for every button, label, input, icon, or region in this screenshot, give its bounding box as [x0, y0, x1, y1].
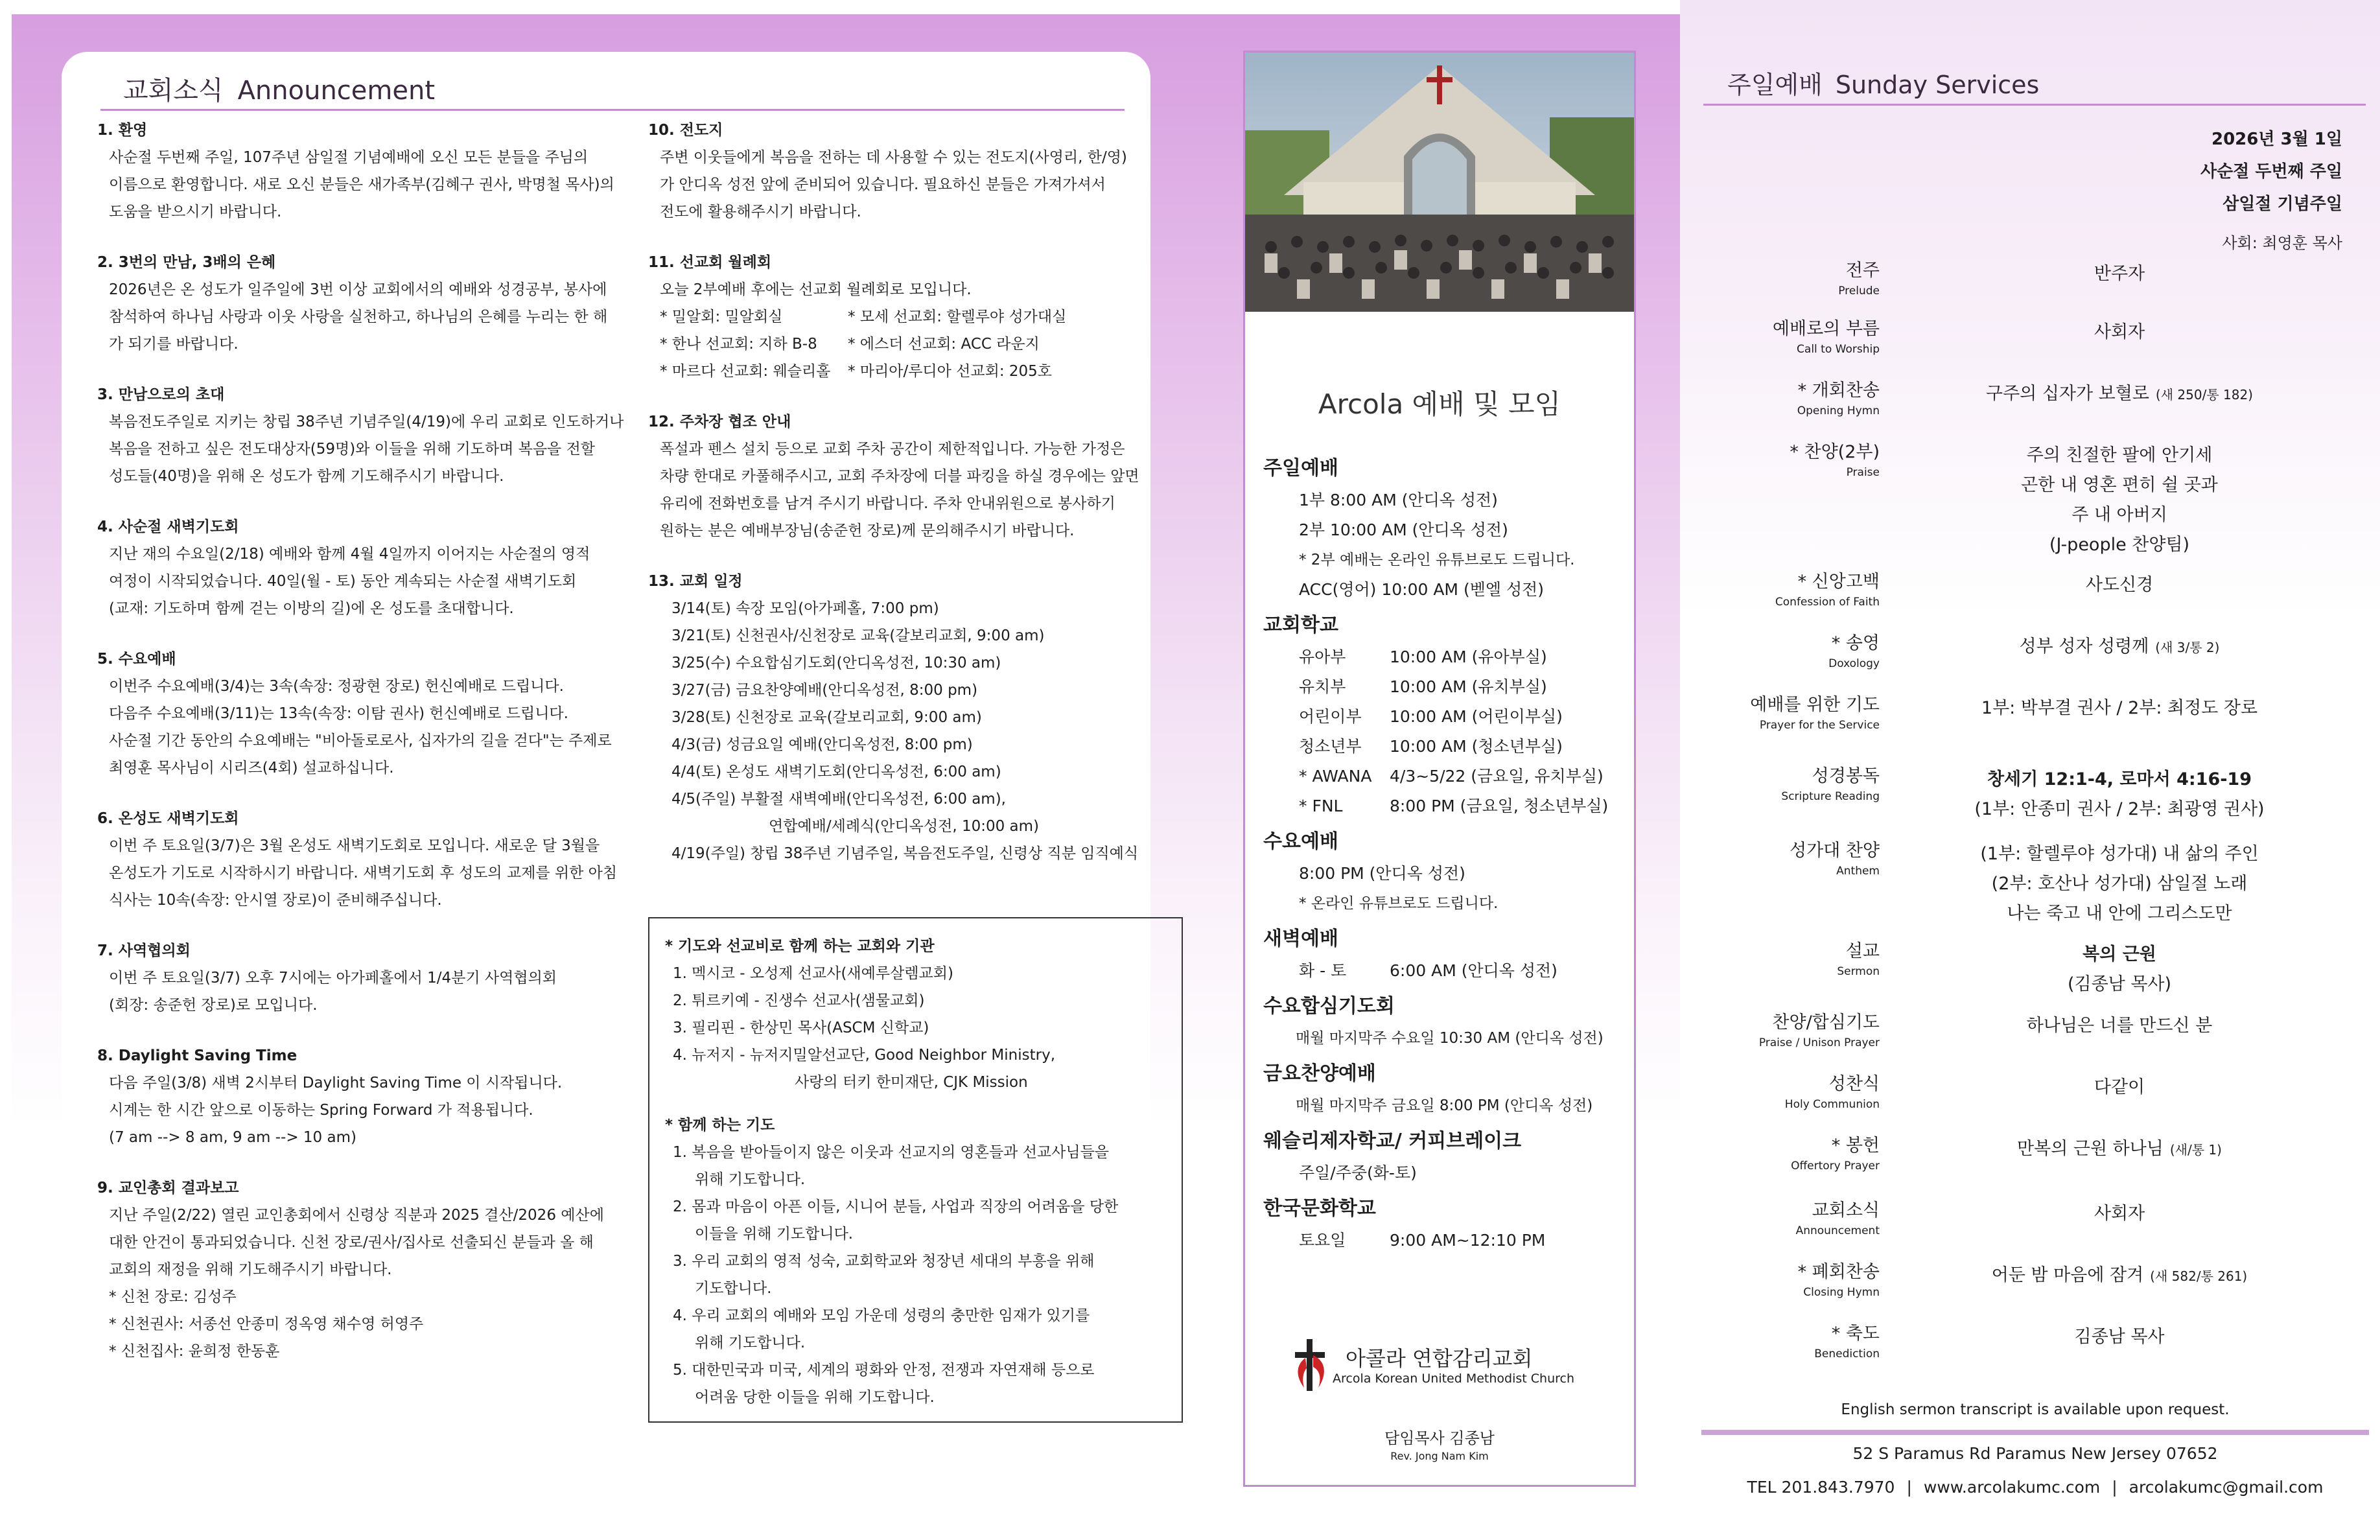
service-detail	[1944, 318, 2294, 347]
schedule-row: ACC(영어) 10:00 AM (벧엘 성전)	[1299, 580, 1544, 599]
announcement-line: 최영훈 목사님이 시리즈(4회) 설교하십니다.	[109, 760, 394, 776]
service-label-ko: 교회소식	[1812, 1200, 1880, 1220]
prayer-item: 2. 몸과 마음이 아픈 이들, 시니어 분들, 사업과 직장의 어려움을 당한	[673, 1198, 1119, 1215]
announcement-5	[97, 646, 668, 782]
service-label	[1711, 379, 1880, 419]
service-label-en: Offertory Prayer	[1791, 1160, 1880, 1172]
pastor-name-ko: 담임목사 김종남	[1384, 1429, 1495, 1447]
announcement-line: 주변 이웃들에게 복음을 전하는 데 사용할 수 있는 전도지(사영리, 한/영)	[660, 149, 1127, 166]
schedule-row: 주일/주중(화-토)	[1299, 1163, 1417, 1182]
announcement-title: 8. Daylight Saving Time	[97, 1047, 298, 1064]
mission-group: * 마르다 선교회: 웨슬리홀	[660, 363, 831, 380]
announcement-title: 4. 사순절 새벽기도회	[97, 519, 239, 535]
service-detail-line: 사도신경	[2085, 575, 2154, 595]
service-label-en: Sermon	[1837, 965, 1880, 978]
service-detail-line: 반주자	[2094, 264, 2145, 284]
service-detail	[1944, 259, 2294, 289]
service-detail	[1944, 694, 2294, 723]
announcement-title: 5. 수요예배	[97, 651, 176, 668]
prayer-item: 4. 우리 교회의 예배와 모임 가운데 성령의 충만한 임재가 있기를	[673, 1307, 1090, 1324]
service-label-en: Announcement	[1795, 1224, 1880, 1237]
schedule-item: 4/4(토) 온성도 새벽기도회(안디옥성전, 6:00 am)	[671, 764, 1001, 780]
service-subtitle: 사순절 두번째 주일	[2200, 162, 2342, 181]
announcement-line: * 신천 장로: 김성주	[109, 1289, 237, 1305]
schedule-key: * FNL	[1299, 797, 1343, 815]
announcement-title: 10. 전도지	[648, 122, 723, 139]
service-label-ko: 전주	[1845, 261, 1880, 281]
church-name-en: Arcola Korean United Methodist Church	[1333, 1371, 1574, 1386]
schedule-row: 2부 10:00 AM (안디옥 성전)	[1299, 520, 1508, 539]
service-detail-line: 복의 근원	[2082, 944, 2156, 964]
hymn-number: (새 582/통 261)	[2150, 1268, 2248, 1284]
service-detail-line	[1944, 632, 2294, 662]
schedule-list	[1263, 448, 1626, 1255]
schedule-row	[1263, 956, 1626, 986]
schedule-item: 연합예배/세례식(안디옥성전, 10:00 am)	[769, 818, 1040, 835]
services-heading-en: Sunday Services	[1835, 71, 2040, 99]
service-detail-line: 사회자	[2094, 322, 2145, 342]
services-heading	[1727, 65, 2039, 100]
service-label	[1711, 940, 1880, 980]
announcement-body	[648, 436, 1199, 544]
announcement-line: 가 안디옥 성전 앞에 준비되어 있습니다. 필요하신 분들은 가져가셔서	[660, 176, 1106, 193]
service-detail-line: 다같이	[2094, 1077, 2145, 1097]
phone-number: TEL 201.843.7970	[1747, 1478, 1895, 1497]
announcement-line: 온성도가 기도로 시작하시기 바랍니다. 새벽기도회 후 성도의 교제를 위한 아침	[109, 865, 618, 881]
partner-org: 1. 멕시코 - 오성제 선교사(새예루살렘교회)	[673, 965, 953, 982]
announcement-title: 3. 만남으로의 초대	[97, 386, 225, 403]
prayer-box-title: * 함께 하는 기도	[665, 1117, 775, 1134]
service-label	[1711, 1134, 1880, 1174]
announcement-line: 복음을 전하고 싶은 전도대상자(59명)와 이들을 위해 기도하며 복음을 전할	[109, 441, 596, 458]
schedule-item: 3/21(토) 신천권사/신천장로 교육(갈보리교회, 9:00 am)	[671, 627, 1045, 644]
email-link[interactable]: arcolakumc@gmail.com	[2129, 1478, 2324, 1497]
announcement-body	[97, 408, 668, 490]
service-detail	[1944, 1011, 2294, 1041]
service-detail-line: 하나님은 너를 만드신 분	[2026, 1016, 2213, 1036]
partner-org: 3. 필리핀 - 한상민 목사(ASCM 신학교)	[673, 1020, 929, 1036]
service-detail-line: (김종남 목사)	[2067, 974, 2172, 994]
service-label-en: Doxology	[1828, 657, 1880, 670]
announcement-body	[97, 832, 668, 914]
presider: 사회: 최영훈 목사	[2222, 234, 2342, 252]
schedule-note: * 온라인 유튜브로도 드립니다.	[1299, 895, 1499, 912]
prayer-box-title: * 기도와 선교비로 함께 하는 교회와 기관	[665, 938, 935, 955]
service-label-en: Scripture Reading	[1781, 790, 1880, 803]
schedule-row	[1263, 791, 1626, 821]
schedule-row	[1263, 762, 1626, 791]
service-detail-line	[1944, 1134, 2294, 1165]
service-detail-line: 김종남 목사	[2074, 1327, 2165, 1347]
service-detail-line: 사회자	[2094, 1204, 2145, 1224]
heading-rule	[100, 109, 1125, 111]
announcement-heading	[123, 70, 435, 107]
schedule-row	[1263, 672, 1626, 702]
announcement-11	[648, 249, 1199, 385]
service-detail-line: (1부: 할렐루야 성가대) 내 삶의 주인	[1980, 844, 2259, 864]
schedule-key: 화 - 토	[1299, 961, 1347, 980]
announcement-line: 가 되기를 바랍니다.	[109, 336, 239, 353]
spacer	[665, 1096, 1166, 1112]
announcement-line: 지난 재의 수요일(2/18) 예배와 함께 4월 4일까지 이어지는 사순절의 영적	[109, 546, 590, 563]
mission-group: * 한나 선교회: 지하 B-8	[660, 336, 817, 353]
hymn-number: (새/통 1)	[2169, 1142, 2222, 1158]
schedule-value: 10:00 AM (유아부실)	[1390, 648, 1547, 666]
service-label-en: Opening Hymn	[1797, 404, 1880, 417]
service-label-en: Prelude	[1838, 285, 1880, 298]
service-detail-text: 어둔 밤 마음에 잠겨	[1991, 1265, 2144, 1285]
wednesday-worship-heading: 수요예배	[1263, 830, 1338, 853]
service-detail	[1944, 765, 2294, 824]
announcement-line: 이번 주 토요일(3/7) 오후 7시에는 아가페홀에서 1/4분기 사역협의회	[109, 970, 557, 986]
announcement-line: 2026년은 온 성도가 일주일에 3번 이상 교회에서의 예배와 성경공부, 봉사에	[109, 281, 607, 298]
schedule-list	[648, 595, 1199, 867]
schedule-item: 3/25(수) 수요합심기도회(안디옥성전, 10:30 am)	[671, 655, 1001, 671]
announcement-line: 전도에 활용해주시기 바랍니다.	[660, 204, 861, 220]
schedule-key: 유치부	[1299, 677, 1346, 696]
service-detail-line: (1부: 안종미 권사 / 2부: 최광영 권사)	[1974, 799, 2265, 819]
service-detail	[1944, 1073, 2294, 1102]
service-label-en: Praise	[1846, 466, 1880, 479]
announcement-line: 사순절 두번째 주일, 107주년 삼일절 기념예배에 오신 모든 분들을 주님의	[109, 149, 589, 166]
schedule-row: 매월 마지막주 금요일 8:00 PM (안디옥 성전)	[1296, 1097, 1593, 1114]
worship-schedule-panel	[1243, 51, 1636, 1487]
hymn-number: (새 3/통 2)	[2155, 640, 2220, 655]
service-label-ko: * 축도	[1831, 1324, 1880, 1344]
prayer-item-cont: 기도합니다.	[695, 1280, 772, 1297]
schedule-key: 어린이부	[1299, 707, 1362, 726]
schedule-item: 3/27(금) 금요찬양예배(안디옥성전, 8:00 pm)	[671, 682, 978, 699]
announcement-line: 원하는 분은 예배부장님(송준헌 장로)께 문의해주시기 바랍니다.	[660, 522, 1075, 539]
schedule-value: 10:00 AM (청소년부실)	[1390, 737, 1563, 756]
announcement-12	[648, 408, 1199, 544]
service-label-en: Anthem	[1836, 865, 1880, 878]
announcement-title: 6. 온성도 새벽기도회	[97, 810, 239, 827]
schedule-title: Arcola 예배 및 모임	[1318, 388, 1561, 420]
dawn-worship-heading: 새벽예배	[1263, 928, 1338, 950]
contact-line	[1701, 1478, 2369, 1497]
service-detail	[1944, 570, 2294, 600]
announcement-13	[648, 568, 1199, 867]
schedule-key: 유아부	[1299, 648, 1346, 666]
announcement-title: 9. 교인총회 결과보고	[97, 1180, 239, 1196]
announcement-2	[97, 249, 668, 358]
church-school-heading: 교회학교	[1263, 614, 1338, 636]
service-label-ko: * 폐회찬송	[1797, 1262, 1880, 1282]
announcement-line: (7 am --> 8 am, 9 am --> 10 am)	[109, 1129, 356, 1146]
prayer-item: 5. 대한민국과 미국, 세계의 평화와 안정, 전쟁과 자연재해 등으로	[673, 1362, 1095, 1379]
announcement-line: (회장: 송준헌 장로)로 모입니다.	[109, 997, 318, 1014]
service-detail-line	[1944, 1261, 2294, 1291]
service-label-ko: 성경봉독	[1812, 766, 1880, 786]
service-label-en: Confession of Faith	[1775, 596, 1880, 609]
divider: |	[2112, 1478, 2118, 1497]
announcement-line: 지난 주일(2/22) 열린 교인총회에서 신령상 직분과 2025 결산/2026 예산에	[109, 1207, 604, 1224]
service-label	[1711, 1322, 1880, 1362]
announcement-line: 이름으로 환영합니다. 새로 오신 분들은 새가족부(김혜구 권사, 박명철 목사)의	[109, 176, 614, 193]
announcement-line: (교재: 기도하며 함께 걷는 이방의 길)에 온 성도를 초대합니다.	[109, 600, 514, 617]
service-label-ko: * 송영	[1831, 633, 1880, 653]
announcement-body	[97, 1069, 668, 1151]
schedule-item: 4/5(주일) 부활절 새벽예배(안디옥성전, 6:00 am),	[671, 791, 1006, 808]
announcement-title: 2. 3번의 만남, 3배의 은혜	[97, 254, 276, 271]
prayer-list	[665, 1139, 1166, 1411]
mission-group: * 에스더 선교회: ACC 라운지	[848, 336, 1040, 353]
announcement-body	[648, 144, 1199, 226]
service-detail-line: 1부: 박부결 권사 / 2부: 최정도 장로	[1981, 698, 2258, 718]
announcement-3	[97, 381, 668, 490]
service-label-ko: 성찬식	[1828, 1074, 1880, 1094]
service-label-ko: * 신앙고백	[1797, 572, 1880, 592]
prayer-box	[648, 917, 1183, 1423]
announcement-line: 참석하여 하나님 사랑과 이웃 사랑을 실천하고, 하나님의 은혜를 누리는 한 해	[109, 309, 608, 325]
service-detail	[1944, 1134, 2294, 1165]
service-label-en: Benediction	[1814, 1348, 1880, 1360]
mission-pair	[660, 358, 1199, 385]
announcement-title: 12. 주차장 협조 안내	[648, 414, 791, 430]
schedule-item: 4/19(주일) 창립 38주년 기념주일, 복음전도주일, 신령상 직분 임직예식	[671, 845, 1139, 862]
announcement-title: 11. 선교회 월례회	[648, 254, 772, 271]
service-date: 2026년 3월 1일	[2211, 130, 2342, 149]
service-label-ko: 찬양/합심기도	[1772, 1012, 1880, 1032]
mission-pair	[660, 331, 1199, 358]
announcement-line: 이번주 수요예배(3/4)는 3속(속장: 정광현 장로) 헌신예배로 드립니다.	[109, 678, 564, 695]
announcement-heading-en: Announcement	[237, 76, 436, 106]
service-label	[1711, 839, 1880, 880]
announcement-body	[97, 1202, 668, 1365]
announcement-line: 폭설과 펜스 설치 등으로 교회 주차 공간이 제한적입니다. 가능한 가정은	[660, 441, 1125, 458]
service-label-ko: * 개회찬송	[1797, 380, 1880, 401]
transcript-note: English sermon transcript is available upon request.	[1841, 1401, 2230, 1418]
announcement-body	[97, 964, 668, 1019]
church-school-list	[1263, 642, 1626, 821]
schedule-item: 3/28(토) 신천장로 교육(갈보리교회, 9:00 am)	[671, 709, 982, 726]
website-link[interactable]: www.arcolakumc.com	[1923, 1478, 2101, 1497]
schedule-key: 청소년부	[1299, 737, 1362, 756]
service-label-ko: 설교	[1845, 941, 1880, 961]
service-detail-line: 창세기 12:1-4, 로마서 4:16-19	[1987, 769, 2252, 789]
announcement-line: 복음전도주일로 지키는 창립 38주년 기념주일(4/19)에 우리 교회로 인도하거나	[109, 414, 624, 430]
wesley-school-heading: 웨슬리제자학교/ 커피브레이크	[1263, 1130, 1522, 1152]
schedule-row	[1263, 642, 1626, 672]
service-label-ko: * 찬양(2부)	[1790, 442, 1880, 462]
service-detail-text: 만복의 근원 하나님	[2017, 1139, 2164, 1159]
announcement-column-1	[97, 117, 668, 1388]
announcement-column-2	[648, 117, 1199, 891]
schedule-value: 4/3~5/22 (금요일, 유치부실)	[1390, 767, 1604, 786]
announcement-line: * 신천권사: 서종선 안종미 정옥영 채수영 허영주	[109, 1316, 424, 1333]
announcement-body	[97, 673, 668, 782]
service-date-block	[2200, 123, 2342, 220]
service-label	[1711, 318, 1880, 358]
service-detail	[1944, 1322, 2294, 1352]
mission-group: * 모세 선교회: 할렐루야 성가대실	[848, 309, 1067, 325]
schedule-row	[1263, 1226, 1626, 1255]
service-detail-line	[1944, 379, 2294, 410]
service-label	[1711, 570, 1880, 611]
announcement-6	[97, 805, 668, 914]
church-name-ko: 아콜라 연합감리교회	[1346, 1346, 1533, 1371]
footer-bar	[1701, 1430, 2369, 1435]
prayer-item: 3. 우리 교회의 영적 성숙, 교회학교와 청장년 세대의 부흥을 위해	[673, 1253, 1095, 1270]
wednesday-prayer-heading: 수요합심기도회	[1263, 995, 1395, 1018]
announcement-line: 식사는 10속(속장: 안시열 장로)이 준비해주십니다.	[109, 892, 442, 909]
services-heading-ko: 주일예배	[1727, 71, 1823, 99]
schedule-value: 6:00 AM (안디옥 성전)	[1390, 961, 1558, 980]
announcement-line: 도움을 받으시기 바랍니다.	[109, 204, 282, 220]
announcement-line: 대한 안건이 통과되었습니다. 신천 장로/권사/집사로 선출되신 분들과 올 해	[109, 1234, 594, 1251]
partner-org-cont: 사랑의 터키 한미재단, CJK Mission	[795, 1074, 1028, 1091]
mission-group: * 마리아/루디아 선교회: 205호	[848, 363, 1053, 380]
service-detail-text: 성부 성자 성령께	[2019, 636, 2149, 657]
announcement-9	[97, 1174, 668, 1365]
service-detail	[1944, 839, 2294, 929]
church-address: 52 S Paramus Rd Paramus New Jersey 07652	[1852, 1444, 2218, 1463]
schedule-value: 10:00 AM (어린이부실)	[1390, 707, 1563, 726]
schedule-row: 매월 마지막주 수요일 10:30 AM (안디옥 성전)	[1296, 1030, 1604, 1047]
schedule-value: 8:00 PM (금요일, 청소년부실)	[1390, 797, 1609, 815]
announcement-body	[97, 276, 668, 358]
service-detail-line: (J-people 찬양팀)	[2049, 535, 2190, 555]
announcement-title: 7. 사역협의회	[97, 942, 191, 959]
prayer-item-cont: 이들을 위해 기도합니다.	[695, 1226, 854, 1242]
service-label-ko: 예배를 위한 기도	[1750, 695, 1880, 715]
hymn-number: (새 250/통 182)	[2155, 387, 2253, 402]
service-label	[1711, 441, 1880, 481]
divider: |	[1906, 1478, 1912, 1497]
announcement-line: 다음 주일(3/8) 새벽 2시부터 Daylight Saving Time 이 시작됩니다.	[109, 1075, 563, 1091]
service-detail	[1944, 1199, 2294, 1229]
schedule-row: 1부 8:00 AM (안디옥 성전)	[1299, 491, 1498, 509]
service-label-ko: 예배로의 부름	[1772, 319, 1880, 339]
announcement-heading-ko: 교회소식	[123, 76, 224, 106]
announcement-panel	[62, 52, 1150, 1497]
announcement-body	[648, 276, 1199, 385]
service-label-en: Holy Communion	[1784, 1098, 1880, 1111]
mission-group: * 밀알회: 밀알회실	[660, 309, 783, 325]
announcement-title: 1. 환영	[97, 122, 148, 139]
announcement-line: 차량 한대로 카풀해주시고, 교회 주차장에 더블 파킹을 하실 경우에는 앞면	[660, 468, 1139, 485]
service-detail	[1944, 441, 2294, 560]
heading-rule	[1703, 104, 2366, 106]
announcement-line: 다음주 수요예배(3/11)는 13속(속장: 이탐 권사) 헌신예배로 드립니다.	[109, 705, 568, 722]
service-detail-line: 주 내 아버지	[2071, 505, 2167, 525]
announcement-line: 교회의 재정을 위해 기도해주시기 바랍니다.	[109, 1261, 392, 1278]
schedule-row	[1263, 702, 1626, 732]
cross-flame-icon	[1287, 1336, 1333, 1394]
mission-pair	[660, 303, 1199, 331]
church-photo	[1245, 52, 1634, 312]
service-label	[1711, 1073, 1880, 1113]
service-label-en: Closing Hymn	[1803, 1286, 1880, 1299]
service-label-en: Call to Worship	[1797, 343, 1880, 356]
service-label	[1711, 632, 1880, 672]
schedule-note: * 2부 예배는 온라인 유튜브로도 드립니다.	[1299, 552, 1575, 568]
announcement-line: 사순절 기간 동안의 수요예배는 "비아돌로로사, 십자가의 길을 걷다"는 주제로	[109, 732, 612, 749]
announcement-line: 성도들(40명)을 위해 온 성도가 함께 기도해주시기 바랍니다.	[109, 468, 504, 485]
service-label	[1711, 259, 1880, 299]
service-detail	[1944, 379, 2294, 410]
announcement-body	[97, 144, 668, 226]
announcement-line: 여정이 시작되었습니다. 40일(월 - 토) 동안 계속되는 사순절 새벽기도회	[109, 573, 577, 590]
friday-praise-heading: 금요찬양예배	[1263, 1062, 1376, 1085]
schedule-row	[1263, 732, 1626, 762]
service-detail-line: 곤한 내 영혼 편히 쉴 곳과	[2021, 475, 2218, 495]
service-detail	[1944, 632, 2294, 662]
service-label	[1711, 1199, 1880, 1239]
service-label	[1711, 694, 1880, 734]
schedule-item: 4/3(금) 성금요일 예배(안디옥성전, 8:00 pm)	[671, 736, 973, 753]
announcement-line: 오늘 2부예배 후에는 선교회 월례회로 모입니다.	[660, 281, 972, 298]
partner-org: 4. 뉴저지 - 뉴저지밀알선교단, Good Neighbor Ministry,	[673, 1047, 1056, 1064]
schedule-item: 3/14(토) 속장 모임(아가페홀, 7:00 pm)	[671, 600, 939, 617]
service-detail-line: 주의 친절한 팔에 안기세	[2026, 445, 2213, 465]
service-detail-line: (2부: 호산나 성가대) 삼일절 노래	[1991, 874, 2248, 894]
announcement-title: 13. 교회 일정	[648, 573, 743, 590]
announcement-line: 유리에 전화번호를 남겨 주시기 바랍니다. 주차 안내위원으로 봉사하기	[660, 495, 1115, 512]
service-label-en: Praise / Unison Prayer	[1758, 1036, 1880, 1049]
announcement-8	[97, 1042, 668, 1151]
prayer-item-cont: 위해 기도합니다.	[695, 1335, 806, 1351]
prayer-item: 1. 복음을 받아들이지 않은 이웃과 선교지의 영혼들과 선교사님들을	[673, 1144, 1110, 1161]
schedule-value: 10:00 AM (유치부실)	[1390, 677, 1547, 696]
service-label	[1711, 765, 1880, 805]
service-detail-text: 구주의 십자가 보혈로	[1986, 384, 2149, 404]
korean-school-heading: 한국문화학교	[1263, 1197, 1376, 1220]
announcement-4	[97, 513, 668, 622]
sunday-worship-heading: 주일예배	[1263, 457, 1338, 480]
service-detail	[1944, 1261, 2294, 1291]
schedule-key: * AWANA	[1299, 767, 1372, 786]
announcement-1	[97, 117, 668, 226]
announcement-line: 시계는 한 시간 앞으로 이동하는 Spring Forward 가 적용됩니다.	[109, 1102, 533, 1119]
partner-org: 2. 튀르키예 - 진생수 선교사(샘물교회)	[673, 992, 925, 1009]
announcement-line: * 신천집사: 윤희정 한동훈	[109, 1343, 280, 1360]
schedule-row: 8:00 PM (안디옥 성전)	[1299, 864, 1465, 883]
prayer-item-cont: 어려움 당한 이들을 위해 기도합니다.	[695, 1389, 935, 1406]
pastor-name-en: Rev. Jong Nam Kim	[1390, 1450, 1489, 1462]
service-label	[1711, 1261, 1880, 1301]
service-label-ko: 성가대 찬양	[1790, 841, 1880, 861]
announcement-body	[97, 541, 668, 622]
prayer-item-cont: 위해 기도합니다.	[695, 1171, 806, 1188]
service-detail	[1944, 940, 2294, 999]
announcement-7	[97, 937, 668, 1019]
service-detail-line: 나는 죽고 내 안에 그리스도만	[2007, 904, 2232, 924]
service-label	[1711, 1011, 1880, 1051]
schedule-value: 9:00 AM~12:10 PM	[1390, 1231, 1546, 1250]
service-label-ko: * 봉헌	[1831, 1136, 1880, 1156]
announcement-10	[648, 117, 1199, 226]
announcement-line: 이번 주 토요일(3/7)은 3월 온성도 새벽기도회로 모입니다. 새로운 달 3월을	[109, 837, 600, 854]
service-label-en: Prayer for the Service	[1759, 719, 1880, 732]
service-subtitle: 삼일절 기념주일	[2222, 194, 2342, 214]
schedule-key: 토요일	[1299, 1231, 1346, 1250]
